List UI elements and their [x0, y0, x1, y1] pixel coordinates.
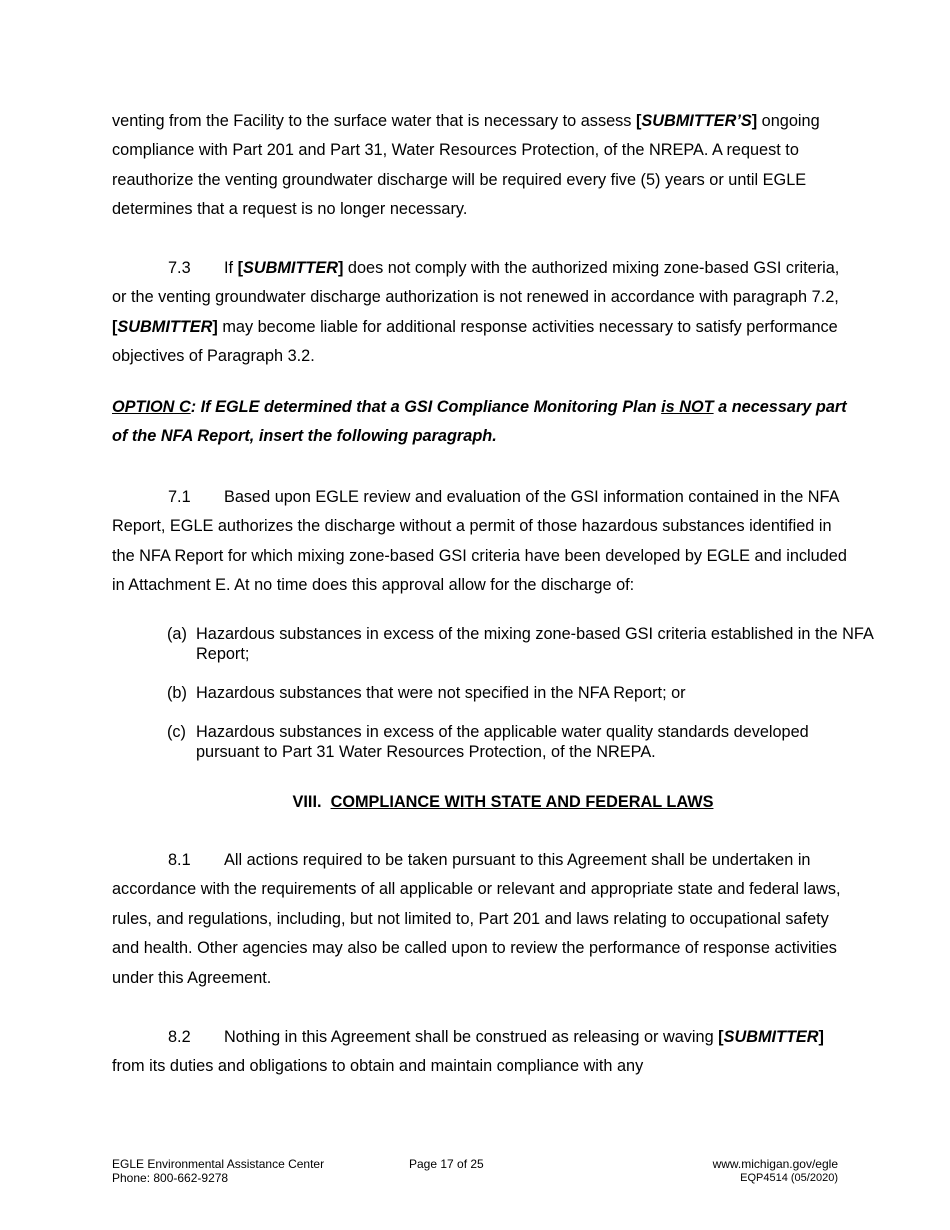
text-run: does not comply with the authorized mixing zone-based GSI criteria, or the venting groundwater discharge authorization is not renewed in accordance with paragraph 7.2,: [112, 259, 840, 307]
list-label: (c): [167, 723, 186, 741]
continued-paragraph: [112, 107, 847, 225]
list-text: Hazardous substances in excess of the mixing zone-based GSI criteria established in the NFA Report;: [196, 625, 873, 663]
emphasis-text: is NOT: [661, 398, 714, 416]
list-text: Hazardous substances in excess of the applicable water quality standards developed pursuant to Part 31 Water Resources Protection, of the NREPA.: [196, 723, 809, 761]
page-number: Page 17 of 25: [409, 1157, 484, 1171]
text-run: ongoing compliance with Part 201 and Part 31, Water Resources Protection, of the NREPA. A request to reauthorize the venting groundwater discharge will be required every five (5) years or until EGLE determines that a request is no longer necessary.: [112, 112, 820, 219]
text-run: from its duties and obligations to obtain and maintain compliance with any: [112, 1057, 644, 1076]
list-label: (b): [167, 684, 187, 702]
text-run: may become liable for additional response activities necessary to satisfy performance objectives of Paragraph 3.2.: [112, 317, 838, 366]
paragraph-8-2: [112, 1023, 847, 1082]
paragraph-number: 8.2: [168, 1028, 191, 1046]
footer-left: [112, 1157, 324, 1185]
text-run: If: [224, 259, 238, 277]
text-run: All actions required to be taken pursuant to this Agreement shall be undertaken in accordance with the requirements of all applicable or relevant and appropriate state and federal laws, rules, and regulations, including, but not limited to, Part 201 and laws relating to occupational safety and health. Other agencies may also be called upon to review the performance of response activities under this Agreement.: [112, 851, 841, 987]
text-run: Based upon EGLE review and evaluation of the GSI information contained in the NFA Report, EGLE authorizes the discharge without a permit of those hazardous substances identified in the NFA Report for which mixing zone-based GSI criteria have been developed by EGLE and included in Attachment E. At no time does this approval allow for the discharge of:: [112, 488, 847, 595]
submitter-placeholder: SUBMITTER: [243, 259, 338, 277]
paragraph-number: 8.1: [168, 851, 191, 869]
text-run: Nothing in this Agreement shall be construed as releasing or waving: [224, 1028, 719, 1046]
paragraph-number: 7.3: [168, 259, 191, 277]
bracket: [: [112, 317, 118, 336]
option-c-instruction: [112, 393, 847, 451]
paragraph-7-3: [112, 254, 847, 372]
list-text: Hazardous substances that were not specified in the NFA Report; or: [196, 684, 686, 702]
footer-right: [713, 1157, 838, 1185]
bracket: [: [237, 259, 243, 277]
bracket: ]: [212, 317, 218, 336]
footer-page-number: [409, 1157, 484, 1171]
bracket: ]: [337, 259, 344, 277]
footer-org: EGLE Environmental Assistance Center: [112, 1157, 325, 1171]
list-item: [167, 723, 876, 762]
footer-form-number: EQP4514 (05/2020): [740, 1172, 838, 1184]
paragraph-8-1: [112, 846, 847, 993]
text-run: venting from the Facility to the surface water that is necessary to assess: [112, 112, 636, 130]
bracket: [: [718, 1028, 724, 1046]
bracket: [: [635, 112, 642, 130]
section-number: VIII.: [292, 793, 322, 811]
option-label: OPTION C: [112, 398, 191, 416]
list-label: (a): [167, 625, 187, 643]
submitter-placeholder: SUBMITTER: [117, 317, 213, 336]
section-heading: [112, 791, 894, 813]
footer-phone: Phone: 800-662-9278: [112, 1171, 229, 1185]
list-item: [167, 684, 876, 704]
paragraph-7-1: [112, 483, 847, 601]
submitter-placeholder: SUBMITTER’S: [641, 112, 752, 130]
bracket: ]: [818, 1028, 824, 1046]
bracket: ]: [751, 112, 758, 130]
submitter-placeholder: SUBMITTER: [723, 1028, 819, 1046]
text-run: a necessary part of the NFA Report, insert the following paragraph.: [112, 398, 847, 445]
paragraph-number: 7.1: [168, 488, 191, 506]
text-run: : If EGLE determined that a GSI Compliance Monitoring Plan: [190, 398, 662, 416]
list-item: [167, 625, 876, 664]
footer-url[interactable]: www.michigan.gov/egle: [712, 1157, 838, 1171]
section-title: COMPLIANCE WITH STATE AND FEDERAL LAWS: [330, 793, 714, 811]
